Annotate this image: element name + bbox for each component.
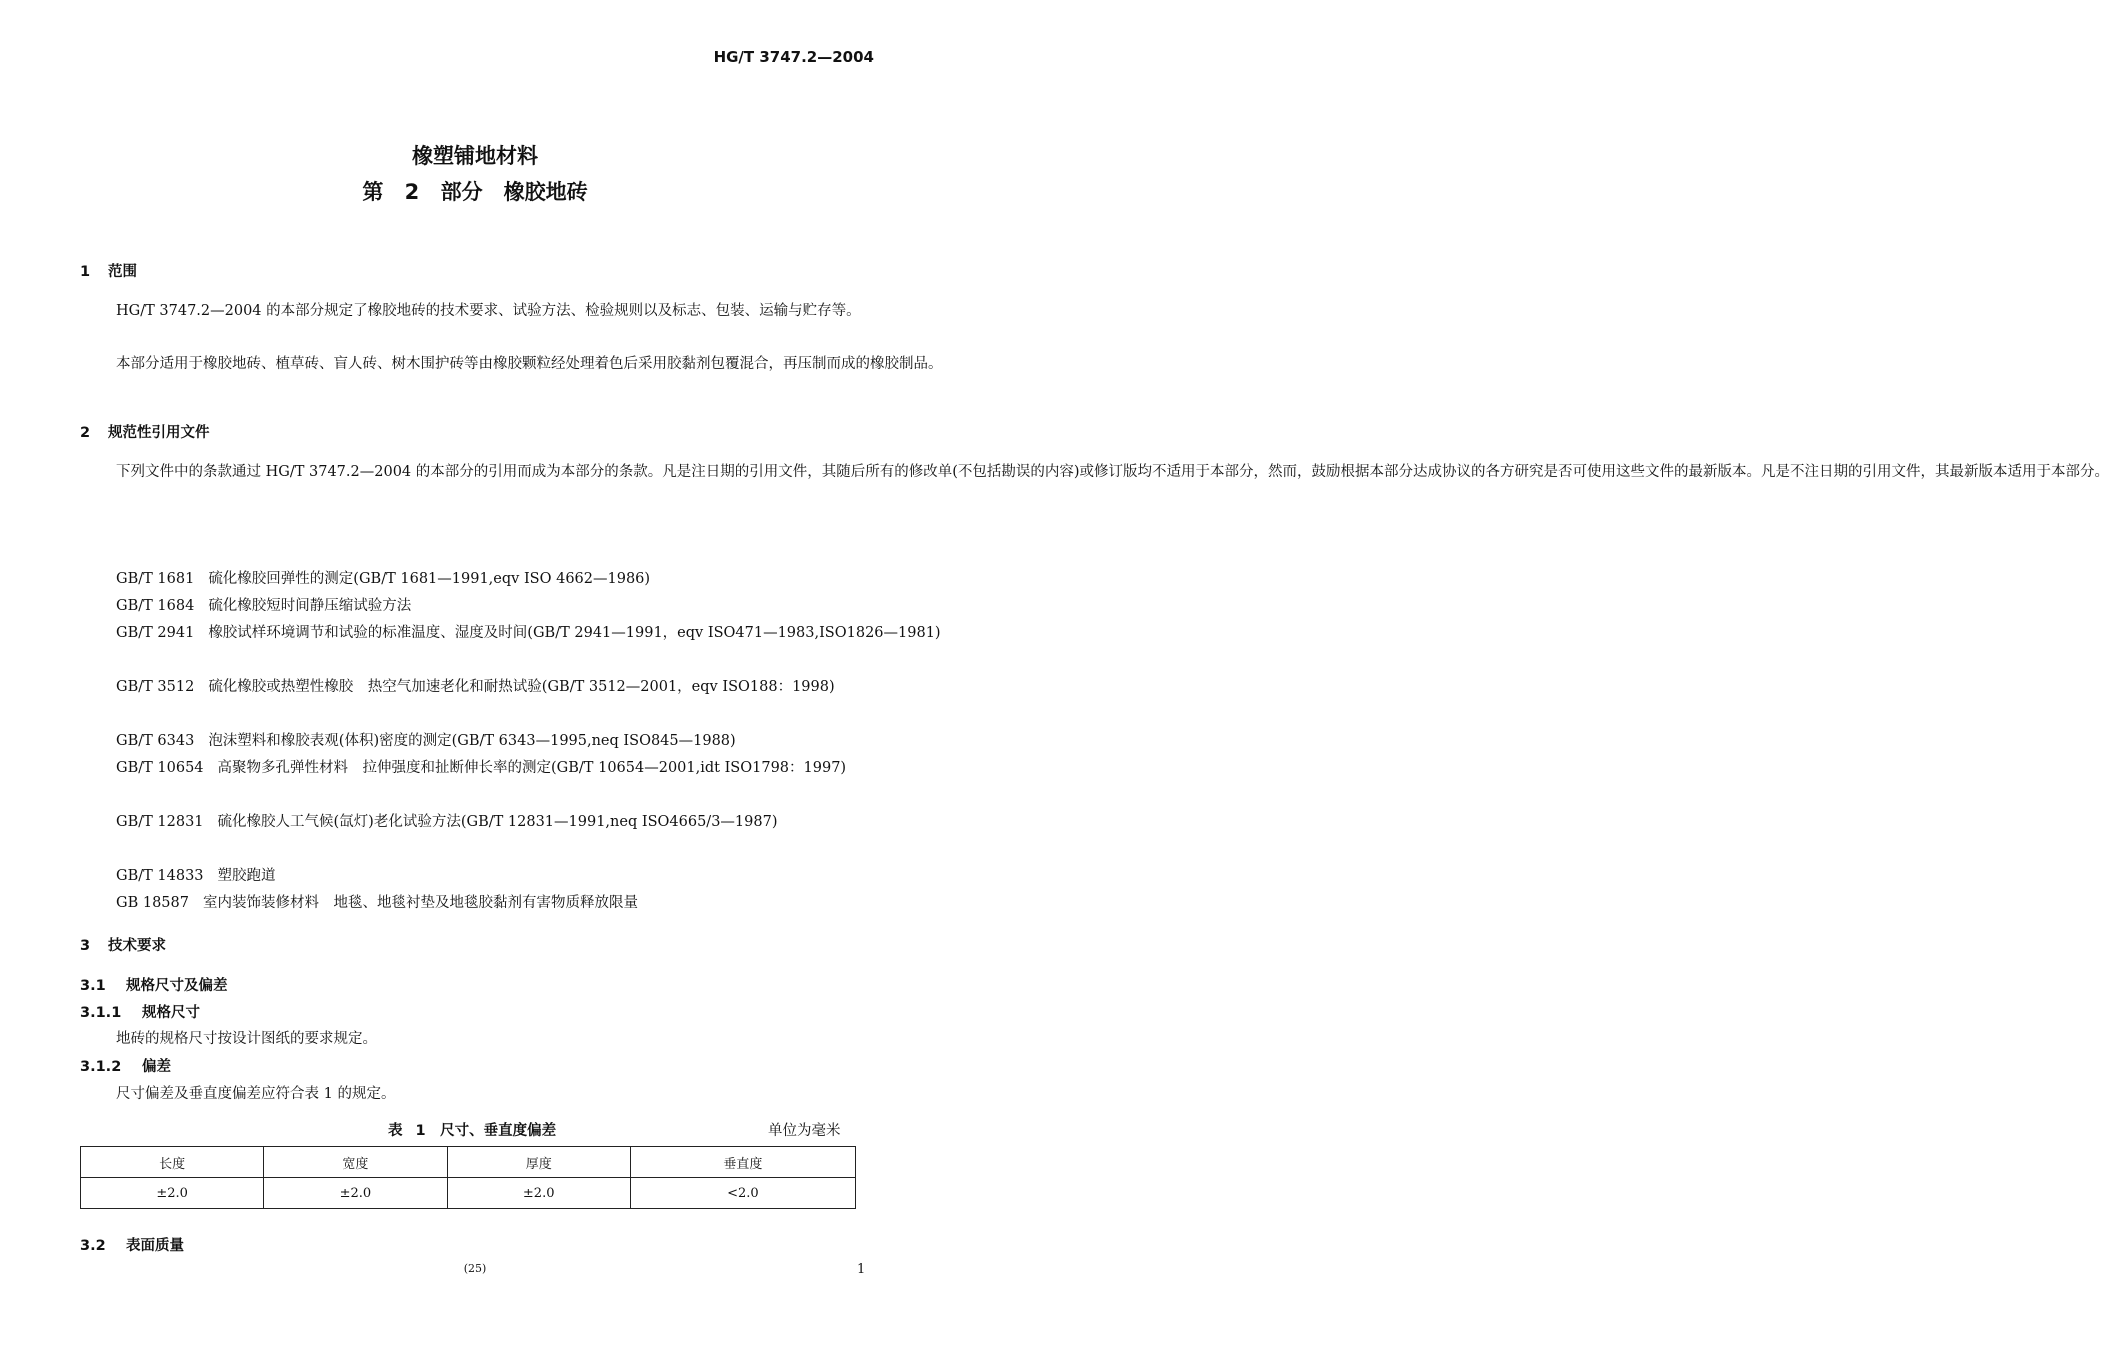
section-3-2-heading — [80, 1234, 184, 1255]
reference-title: 硫化橡胶回弹性的测定(GB/T 1681—1991,eqv ISO 4662—1986) — [208, 571, 651, 587]
document-title: 橡塑铺地材料 — [412, 144, 538, 168]
section-number: 3.1.1 — [80, 1005, 122, 1021]
reference-code: GB 18587 — [116, 895, 189, 911]
reference-code: GB/T 3512 — [116, 679, 195, 695]
document-subtitle: 第 2 部分 橡胶地砖 — [362, 180, 588, 204]
section-3-1-2-text: 尺寸偏差及垂直度偏差应符合表 1 的规定。 — [116, 1086, 396, 1102]
table-header-cell: 宽度 — [264, 1147, 447, 1178]
table-cell: ±2.0 — [447, 1178, 630, 1209]
section-title: 规范性引用文件 — [108, 425, 210, 441]
section-title: 表面质量 — [126, 1238, 184, 1254]
deviation-table — [80, 1146, 856, 1209]
section-1-heading — [80, 260, 137, 281]
reference-item — [80, 890, 875, 917]
section-3-1-1-heading — [80, 1001, 200, 1022]
section-number: 3.1 — [80, 978, 106, 994]
table-unit: 单位为毫米 — [768, 1123, 841, 1139]
reference-title: 高聚物多孔弹性材料 拉伸强度和扯断伸长率的测定(GB/T 10654—2001,idt ISO1798：1997) — [217, 760, 847, 776]
section-number: 1 — [80, 264, 91, 280]
section-number: 2 — [80, 425, 91, 441]
reference-item — [80, 755, 875, 782]
reference-title: 硫化橡胶或热塑性橡胶 热空气加速老化和耐热试验(GB/T 3512—2001，eqv ISO188：1998) — [208, 679, 835, 695]
section-number: 3 — [80, 938, 91, 954]
reference-item — [80, 809, 875, 836]
section-3-1-heading — [80, 974, 228, 995]
reference-code: GB/T 14833 — [116, 868, 204, 884]
section-number: 3.2 — [80, 1238, 106, 1254]
section-2-intro: 下列文件中的条款通过 HG/T 3747.2—2004 的本部分的引用而成为本部分的条款。凡是注日期的引用文件，其随后所有的修改单(不包括勘误的内容)或修订版均不适用于本部分，然而，鼓励根据本部分达成协议的各方研究是否可使用这些文件的最新版本。凡是不注日期的引用文件，其最新版本适用于本部分。 — [116, 464, 2109, 480]
table-header-cell: 垂直度 — [630, 1147, 855, 1178]
reference-item — [80, 728, 875, 755]
table-cell: <2.0 — [630, 1178, 855, 1209]
reference-item — [80, 674, 875, 701]
reference-code: GB/T 1684 — [116, 598, 195, 614]
reference-title: 橡胶试样环境调节和试验的标准温度、湿度及时间(GB/T 2941—1991，eqv ISO471—1983,ISO1826—1981) — [208, 625, 941, 641]
table-row — [81, 1178, 856, 1209]
page-number-center: (25) — [463, 1262, 487, 1275]
table-header-cell: 厚度 — [447, 1147, 630, 1178]
page-number-right: 1 — [857, 1262, 866, 1277]
reference-item — [80, 863, 875, 890]
section-2-heading — [80, 421, 210, 442]
section-title: 规格尺寸及偏差 — [126, 978, 228, 994]
table-header-row — [81, 1147, 856, 1178]
reference-code: GB/T 10654 — [116, 760, 204, 776]
table-cell: ±2.0 — [264, 1178, 447, 1209]
section-title: 偏差 — [142, 1059, 171, 1075]
table-caption: 表 1 尺寸、垂直度偏差 — [388, 1123, 557, 1139]
reference-item — [80, 593, 875, 620]
reference-item — [80, 620, 941, 647]
reference-title: 塑胶跑道 — [217, 868, 276, 884]
section-title: 技术要求 — [108, 938, 166, 954]
table-header-cell: 长度 — [81, 1147, 264, 1178]
table-cell: ±2.0 — [81, 1178, 264, 1209]
section-title: 规格尺寸 — [142, 1005, 200, 1021]
section-3-1-2-heading — [80, 1055, 171, 1076]
section-number: 3.1.2 — [80, 1059, 122, 1075]
standard-code: HG/T 3747.2—2004 — [713, 48, 874, 66]
reference-code: GB/T 2941 — [116, 625, 195, 641]
section-title: 范围 — [108, 264, 137, 280]
section-1-paragraph-1: HG/T 3747.2—2004 的本部分规定了橡胶地砖的技术要求、试验方法、检验规则以及标志、包装、运输与贮存等。 — [116, 303, 861, 319]
reference-title: 硫化橡胶短时间静压缩试验方法 — [208, 598, 412, 614]
section-3-1-1-text: 地砖的规格尺寸按设计图纸的要求规定。 — [116, 1031, 377, 1047]
reference-title: 室内装饰装修材料 地毯、地毯衬垫及地毯胶黏剂有害物质释放限量 — [202, 895, 638, 911]
section-1-paragraph-2: 本部分适用于橡胶地砖、植草砖、盲人砖、树木围护砖等由橡胶颗粒经处理着色后采用胶黏剂包覆混合，再压制而成的橡胶制品。 — [116, 356, 943, 372]
reference-title: 泡沫塑料和橡胶表观(体积)密度的测定(GB/T 6343—1995,neq ISO845—1988) — [208, 733, 736, 749]
section-3-heading — [80, 934, 166, 955]
reference-code: GB/T 1681 — [116, 571, 195, 587]
reference-title: 硫化橡胶人工气候(氙灯)老化试验方法(GB/T 12831—1991,neq ISO4665/3—1987) — [217, 814, 778, 830]
reference-item — [80, 566, 875, 593]
reference-code: GB/T 12831 — [116, 814, 204, 830]
reference-code: GB/T 6343 — [116, 733, 195, 749]
